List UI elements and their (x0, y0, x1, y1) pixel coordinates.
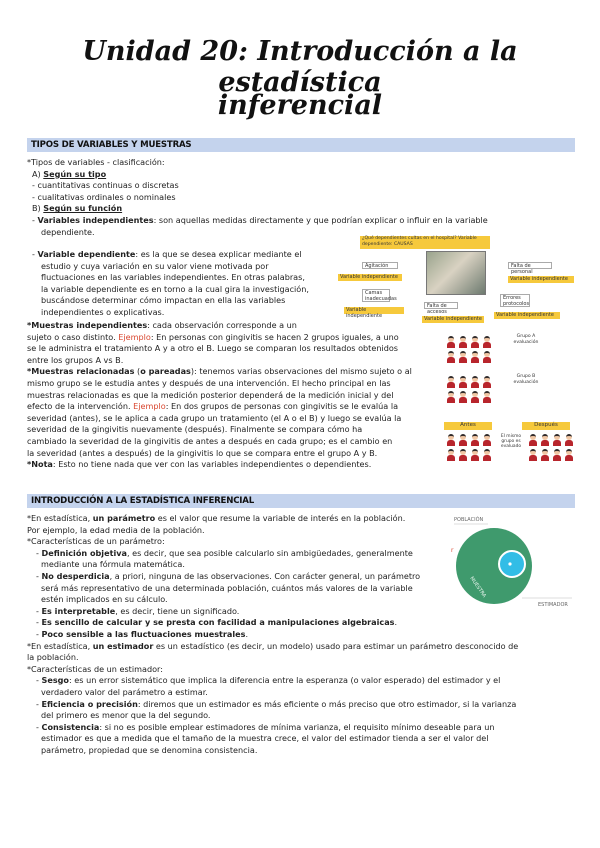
samples-body: *Muestras independientes: cada observación corresponde a un sujeto o caso distinto. Ejemplo: En personas con gingivitis se hacen 2 grupos iguales, a uno se le administra el tratamiento A y a otro el B. Luego se comparan los resultados obtenidos entre los grupos A vs B. *Muestras relacionadas (o pareadas): tenemos varias observaciones del mismo sujeto o al mismo grupo se le estudia antes y después de una intervención. El hecho principal en las muestras relacionadas es que la medición posterior dependerá de la medición inicial y del efecto de la intervención. Ejemplo: En dos grupos de personas con gingivitis se le evalúa la severidad (antes), se le aplica a cada grupo un tratamiento (el A o el B) y luego se evalúa la severidad de la gingivitis nuevamente (después). Finalmente se compara cómo ha cambiado la severidad de la gingivitis de antes a después en cada grupo; es el cambio en la severidad (antes a después) de la gingivitis lo que se compara entre el grupo A y B. *Nota: Esto no tiene nada que ver con las variables independientes o dependientes. (27, 320, 447, 471)
estimator-label: ESTIMADOR (538, 602, 568, 608)
person-body (565, 440, 573, 446)
person-icon (470, 434, 480, 446)
estimator-def: *En estadística, un estimador es un estadístico (es decir, un modelo) usado para estimar un parámetro desconocido de (27, 640, 519, 651)
person-icon (552, 434, 562, 446)
person-body (565, 455, 573, 461)
person-icon (470, 376, 480, 388)
diagram-label: Variable independiente (508, 276, 574, 283)
sample-label: MUESTRA (468, 575, 488, 599)
person-body (447, 440, 455, 446)
person-icon (458, 336, 468, 348)
person-icon (458, 351, 468, 363)
hospital-photo (426, 251, 486, 295)
person-icon (482, 391, 492, 403)
list-item: - Consistencia: si no es posible emplear estimadores de mínima varianza, el requisito mínimo deseable para un (36, 721, 495, 732)
person-body (447, 382, 455, 388)
person-body (447, 455, 455, 461)
r-mark: r (451, 547, 454, 554)
list-item: - cuantitativas continuas o discretas (32, 180, 179, 191)
parameter-def: *En estadística, un parámetro es el valor que resume la variable de interés en la población. (27, 513, 406, 523)
person-body (459, 357, 467, 363)
population-label: POBLACIÓN (454, 517, 484, 523)
person-body (483, 455, 491, 461)
list-item: - Definición objetiva, es decir, que sea posible calcularlo sin ambigüedades, generalmente (36, 547, 413, 558)
person-body (553, 440, 561, 446)
note: *Nota: Esto no tiene nada que ver con las variables independientes o dependientes. (27, 459, 372, 470)
subheading-b: B) Según su función (32, 203, 123, 214)
person-icon (446, 434, 456, 446)
related-samples-def: *Muestras relacionadas (o pareadas): tenemos varias observaciones del mismo sujeto o al (27, 366, 412, 377)
section1-body: *Tipos de variables - clasificación: A) Según su tipo - cuantitativas continuas o discretas - cualitativas ordinales o nominales B) Según su función - Variables independientes: son aquellas medidas directamente y que podrían explicar o influir en la variable dependiente. (27, 157, 577, 238)
person-body (483, 440, 491, 446)
page-title-line2: inferencial (217, 90, 383, 121)
list-item: - Es interpretable, es decir, tiene un significado. (36, 605, 240, 616)
person-body (459, 397, 467, 403)
sample-circle (499, 551, 525, 577)
person-icon (482, 351, 492, 363)
diagram-question: ¿Qué dependientes cultas en el hospital? Variable dependiente: CAUSAS (360, 236, 490, 249)
parameter-body: *En estadística, un parámetro es el valor que resume la variable de interés en la población. Por ejemplo, la edad media de la población. *Características de un parámetro: - Definición objetiva, es decir, que sea posible calcularlo sin ambigüedades, generalmente mediante una fórmula matemática. (27, 513, 437, 571)
person-icon (540, 449, 550, 461)
person-body (447, 342, 455, 348)
person-icon (482, 376, 492, 388)
person-body (483, 342, 491, 348)
person-body (471, 357, 479, 363)
person-icon (540, 434, 550, 446)
diagram-label: Errores protocolos (500, 294, 530, 307)
diagram-label: Agitación (362, 262, 398, 269)
diagram-label: Falta de accesos (424, 302, 458, 309)
person-icon (564, 449, 574, 461)
person-body (483, 397, 491, 403)
person-icon (458, 449, 468, 461)
person-icon (528, 434, 538, 446)
person-icon (470, 449, 480, 461)
person-body (541, 440, 549, 446)
person-body (483, 357, 491, 363)
person-body (529, 455, 537, 461)
section-header-variables: TIPOS DE VARIABLES Y MUESTRAS (27, 138, 575, 152)
person-body (447, 357, 455, 363)
person-icon (446, 351, 456, 363)
samples-figure (440, 330, 580, 470)
person-body (483, 382, 491, 388)
dependent-var-def: - Variable dependiente: es la que se desea explicar mediante el estudio y cuya variación en su valor viene motivada por fluctuaciones en las variables independientes. En otras palabras, la variable dependiente es en torno a la cual gira la investigación, buscándose determinar cómo impactan en ella las variables independientes o explicativas. (32, 249, 309, 317)
person-icon (458, 376, 468, 388)
person-body (471, 440, 479, 446)
person-body (471, 342, 479, 348)
person-body (471, 397, 479, 403)
person-body (459, 382, 467, 388)
subheading-a: A) Según su tipo (32, 168, 107, 179)
person-body (459, 440, 467, 446)
person-icon (482, 434, 492, 446)
list-item: - No desperdicia, a priori, ninguna de las observaciones. Con carácter general, un parámetro (36, 571, 421, 581)
variables-diagram (338, 236, 580, 328)
person-body (529, 440, 537, 446)
page-title: Unidad 20: Introducción a la estadística (82, 36, 518, 98)
types-intro: *Tipos de variables - clasificación: (27, 157, 165, 167)
list-item: - Eficiencia o precisión: diremos que un estimador es más eficiente o más preciso que otro estimador, si la varianza (36, 698, 517, 709)
list-item: - Sesgo: es un error sistemático que implica la diferencia entre la esperanza (o valor esperado) del estimador y el (36, 675, 501, 686)
list-item: - cualitativas ordinales o nominales (32, 191, 176, 202)
diagram-label: Falta de personal (508, 262, 552, 269)
independent-var-def: - Variables independientes: son aquellas medidas directamente y que podrían explicar o influir en la variable (32, 214, 488, 225)
person-body (447, 397, 455, 403)
same-group-label: El mismo grupo es evaluado (498, 434, 524, 454)
person-body (541, 455, 549, 461)
person-icon (482, 449, 492, 461)
section-header-inferential: INTRODUCCIÓN A LA ESTADÍSTICA INFERENCIAL (27, 494, 575, 508)
parameter-props: - No desperdicia, a priori, ninguna de las observaciones. Con carácter general, un parámetro será más representativo de una determinada población, cuántos más valores de la variable estén implicados en su cálculo. - Es interpretable, es decir, tiene un significado. - Es sencillo de calcular y se presta con facilidad a manipulaciones algebraicas. - Poco sensible a las fluctuaciones muestrales. *En estadística, un estimador es un estadístico (es decir, un modelo) usado para estimar un parámetro desconocido de la población. *Características de un estimador: - Sesgo: es un error sistemático que implica la diferencia entre la esperanza (o valor esperado) del estimador y el verdadero valor del parámetro a estimar. - Eficiencia o precisión: diremos que un estimador es más eficiente o más preciso que otro estimador, si la varianza del primero es menor que la del segundo. - Consistencia: si no es posible emplear estimadores de mínima varianza, el requisito mínimo deseable para un estimador es que a medida que el tamaño de la muestra crece, el valor del estimador tienda a ser el valor del parámetro, propiedad que se denomina consistencia. (27, 571, 577, 757)
list-item: - Es sencillo de calcular y se presta con facilidad a manipulaciones algebraicas. (36, 617, 398, 628)
indep-samples-def: *Muestras independientes: cada observación corresponde a un (27, 320, 297, 330)
group-b-label: Grupo B evaluación (512, 374, 540, 390)
person-icon (564, 434, 574, 446)
diagram-label: Variable independiente (494, 312, 560, 319)
group-a-label: Grupo A evaluación (512, 334, 540, 350)
person-icon (446, 376, 456, 388)
person-icon (470, 336, 480, 348)
antes-label: Antes (444, 422, 492, 430)
estimator-dot (508, 562, 511, 565)
list-item: - Poco sensible a las fluctuaciones muestrales. (36, 628, 249, 639)
population-sample-figure (448, 512, 578, 612)
person-icon (482, 336, 492, 348)
person-icon (446, 391, 456, 403)
person-icon (446, 336, 456, 348)
despues-label: Después (522, 422, 570, 430)
person-icon (470, 391, 480, 403)
diagram-label: Variable independiente (344, 307, 404, 314)
person-icon (470, 351, 480, 363)
person-icon (528, 449, 538, 461)
diagram-label: Variable independiente (338, 274, 402, 281)
diagram-label: Camas inadecuadas (362, 289, 390, 302)
person-body (471, 455, 479, 461)
diagram-label: Variable independiente (422, 316, 484, 323)
person-body (471, 382, 479, 388)
person-icon (458, 391, 468, 403)
person-icon (552, 449, 562, 461)
person-body (553, 455, 561, 461)
person-icon (458, 434, 468, 446)
person-icon (446, 449, 456, 461)
person-body (459, 455, 467, 461)
person-body (459, 342, 467, 348)
